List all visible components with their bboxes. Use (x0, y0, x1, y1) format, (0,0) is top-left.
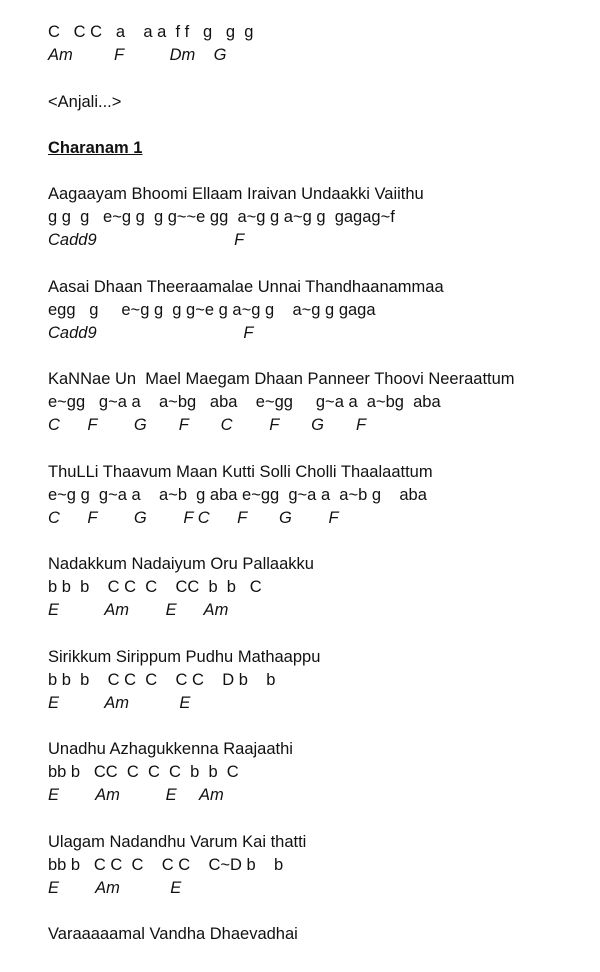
verse-7-chords: E Am E Am (48, 786, 224, 804)
verse-1-notes: g g g e~g g g g~~e gg a~g g a~g g gagag~f (48, 208, 395, 226)
verse-8-notes: bb b C C C C C C~D b b (48, 856, 284, 874)
anjali-tag: <Anjali...> (48, 93, 122, 111)
verse-6-notes: b b b C C C C C D b b (48, 671, 276, 689)
verse-6-lyric: Sirikkum Sirippum Pudhu Mathaappu (48, 648, 321, 666)
verse-2-lyric: Aasai Dhaan Theeraamalae Unnai Thandhaanammaa (48, 278, 444, 296)
verse-4-notes: e~g g g~a a a~b g aba e~gg g~a a a~b g aba (48, 486, 427, 504)
intro-notes: C C C a a a f f g g g (48, 23, 254, 41)
verse-2-chords: Cadd9 F (48, 324, 254, 342)
verse-8-lyric: Ulagam Nadandhu Varum Kai thatti (48, 833, 307, 851)
verse-1-chords: Cadd9 F (48, 231, 245, 249)
verse-7-lyric: Unadhu Azhagukkenna Raajaathi (48, 740, 293, 758)
section-title: Charanam 1 (48, 139, 143, 157)
verse-5-chords: E Am E Am (48, 601, 229, 619)
verse-7-notes: bb b CC C C C b b C (48, 763, 239, 781)
intro-chords: Am F Dm G (48, 46, 227, 64)
verse-6-chords: E Am E (48, 694, 191, 712)
verse-3-chords: C F G F C F G F (48, 416, 367, 434)
verse-5-lyric: Nadakkum Nadaiyum Oru Pallaakku (48, 555, 314, 573)
verse-3-lyric: KaNNae Un Mael Maegam Dhaan Panneer Thoovi Neeraattum (48, 370, 515, 388)
verse-2-notes: egg g e~g g g g~e g a~g g a~g g gaga (48, 301, 376, 319)
verse-4-chords: C F G F C F G F (48, 509, 339, 527)
verse-4-lyric: ThuLLi Thaavum Maan Kutti Solli Cholli Thaalaattum (48, 463, 433, 481)
verse-5-notes: b b b C C C CC b b C (48, 578, 262, 596)
verse-8-chords: E Am E (48, 879, 182, 897)
final-lyric: Varaaaaamal Vandha Dhaevadhai (48, 925, 298, 943)
verse-3-notes: e~gg g~a a a~bg aba e~gg g~a a a~bg aba (48, 393, 441, 411)
verse-1-lyric: Aagaayam Bhoomi Ellaam Iraivan Undaakki Vaiithu (48, 185, 424, 203)
